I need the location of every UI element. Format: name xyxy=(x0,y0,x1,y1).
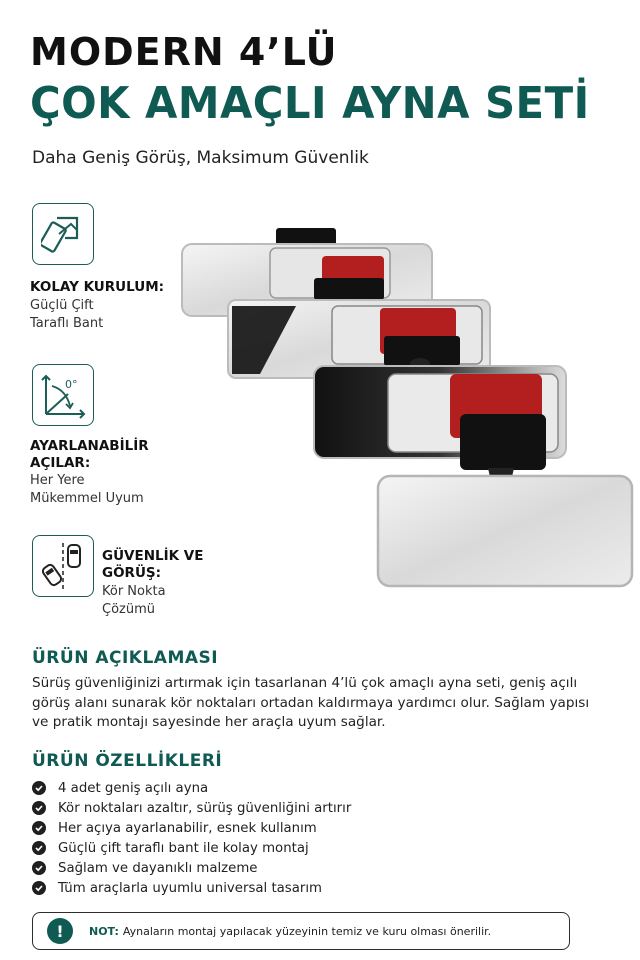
cars-icon xyxy=(32,535,94,597)
list-item xyxy=(32,878,351,898)
check-icon xyxy=(32,861,46,875)
feature-item-text: Güçlü çift taraflı bant ile kolay montaj xyxy=(58,840,309,856)
feature-title-angle-1: AYARLANABİLİR xyxy=(30,438,149,454)
product-image-mirrors xyxy=(176,224,640,594)
page-subtitle: Daha Geniş Görüş, Maksimum Güvenlik xyxy=(32,148,369,168)
feature-sub-safety-2: Çözümü xyxy=(102,602,155,617)
feature-sub-angle-2: Mükemmel Uyum xyxy=(30,491,144,506)
list-item xyxy=(32,798,351,818)
feature-title-angle-2: AÇILAR: xyxy=(30,455,91,471)
check-icon xyxy=(32,841,46,855)
feature-item-text: Tüm araçlarla uyumlu universal tasarım xyxy=(58,880,322,896)
features-list xyxy=(32,778,351,898)
angle-icon xyxy=(32,364,94,426)
note-text: Aynaların montaj yapılacak yüzeyinin temiz ve kuru olması önerilir. xyxy=(122,924,492,938)
tape-icon xyxy=(32,203,94,265)
exclamation-icon: ! xyxy=(47,918,73,944)
feature-title-install: KOLAY KURULUM: xyxy=(30,279,165,295)
check-icon xyxy=(32,881,46,895)
feature-sub-safety-1: Kör Nokta xyxy=(102,584,166,599)
page-title-line1: MODERN 4’LÜ xyxy=(30,30,338,74)
note-box xyxy=(32,912,570,950)
check-icon xyxy=(32,801,46,815)
feature-sub-install-2: Taraflı Bant xyxy=(30,316,104,331)
page-title-line2: ÇOK AMAÇLI AYNA SETİ xyxy=(30,78,590,129)
mirror-3 xyxy=(314,366,566,486)
feature-sub-install-1: Güçlü Çift xyxy=(30,298,94,313)
mirror-4 xyxy=(378,476,632,586)
list-item xyxy=(32,838,351,858)
feature-item-text: Her açıya ayarlanabilir, esnek kullanım xyxy=(58,820,317,836)
feature-item-text: 4 adet geniş açılı ayna xyxy=(58,780,209,796)
feature-title-safety-1: GÜVENLİK VE xyxy=(102,548,204,564)
angle-label: 0° xyxy=(65,378,78,391)
feature-item-text: Sağlam ve dayanıklı malzeme xyxy=(58,860,258,876)
description-text: Sürüş güvenliğinizi artırmak için tasarlanan 4’lü çok amaçlı ayna seti, geniş açılı görüş alanı sunarak kör noktaları ortadan kaldırmaya yardımcı olur. Sağlam yapısı ve pratik montajı sayesinde her araçla uyum sağlar. xyxy=(32,675,590,730)
note-label: NOT: xyxy=(89,924,119,938)
feature-sub-angle-1: Her Yere xyxy=(30,473,85,488)
feature-item-text: Kör noktaları azaltır, sürüş güvenliğini artırır xyxy=(58,800,352,816)
feature-title-safety-2: GÖRÜŞ: xyxy=(102,565,162,581)
description-heading: ÜRÜN AÇIKLAMASI xyxy=(32,648,219,668)
features-heading: ÜRÜN ÖZELLİKLERİ xyxy=(32,751,223,771)
check-icon xyxy=(32,781,46,795)
check-icon xyxy=(32,821,46,835)
list-item xyxy=(32,858,351,878)
list-item xyxy=(32,778,351,798)
list-item xyxy=(32,818,351,838)
